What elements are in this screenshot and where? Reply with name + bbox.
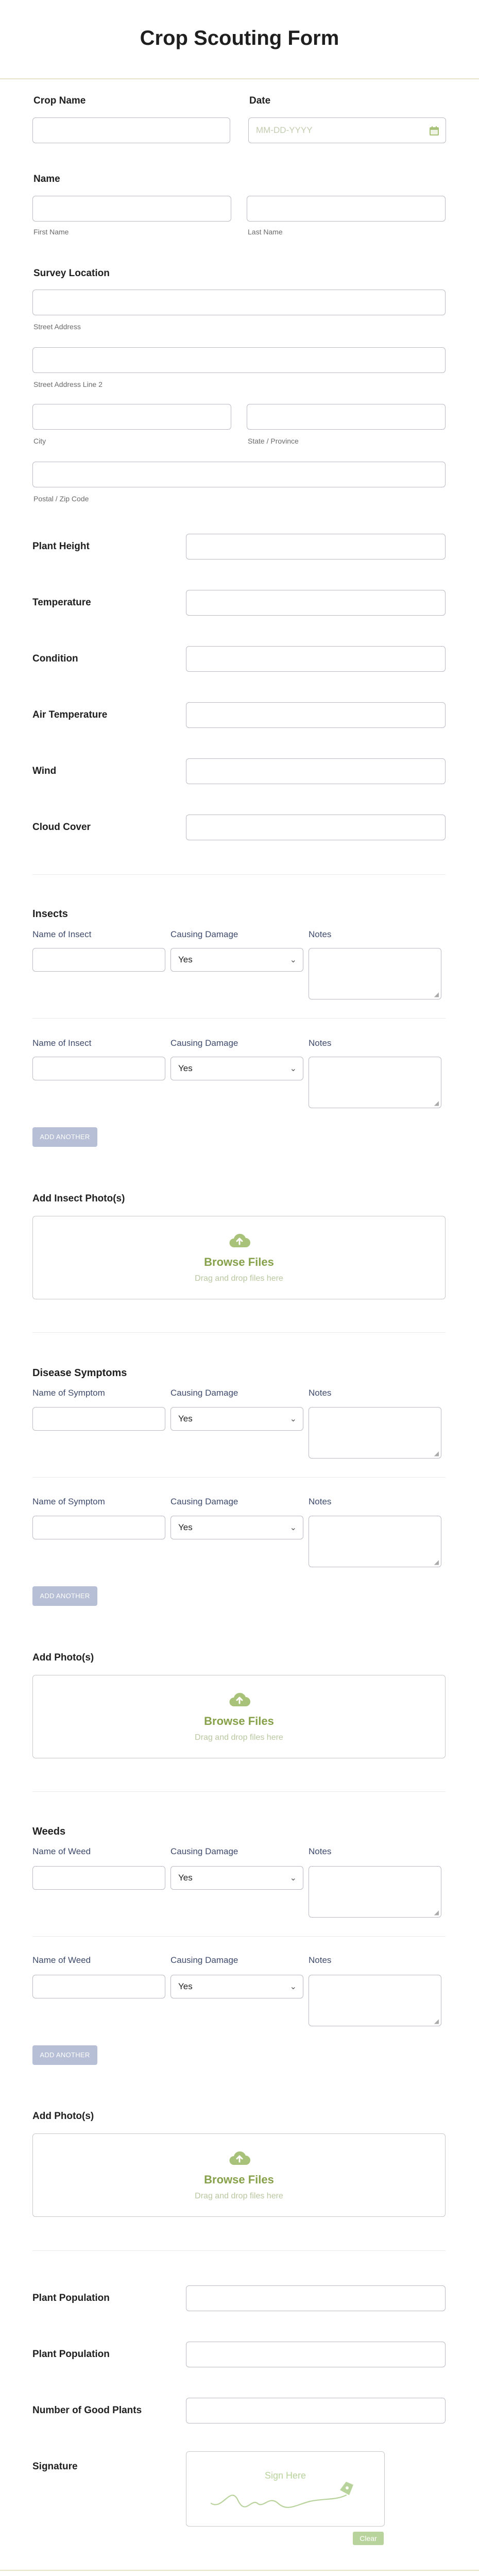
drop-hint: Drag and drop files here (195, 2192, 283, 2200)
first-name-input[interactable] (32, 196, 231, 222)
insect-name-input[interactable] (32, 948, 165, 972)
plant-height-input[interactable] (186, 534, 446, 560)
insect-notes-header: Notes (309, 929, 332, 939)
air-temperature-input[interactable] (186, 702, 446, 728)
wind-input[interactable] (186, 758, 446, 784)
date-placeholder: MM-DD-YYYY (256, 125, 313, 135)
weed-damage-header: Causing Damage (170, 1955, 238, 1965)
form-title: Crop Scouting Form (140, 27, 339, 49)
chevron-down-icon: ⌄ (289, 1415, 297, 1423)
weed-damage-header: Causing Damage (170, 1846, 238, 1856)
resize-handle-icon[interactable]: ◢ (434, 1450, 439, 1457)
wind-label: Wind (32, 766, 57, 776)
signature-label: Signature (32, 2461, 78, 2472)
footer-rule (0, 2570, 479, 2571)
disease-title: Disease Symptoms (32, 1367, 127, 1379)
city-sublabel: City (33, 437, 46, 445)
condition-label: Condition (32, 653, 78, 664)
cloud-cover-label: Cloud Cover (32, 822, 91, 833)
symptom-notes-textarea[interactable] (309, 1407, 441, 1459)
air-temperature-label: Air Temperature (32, 709, 108, 720)
symptom-name-input[interactable] (32, 1516, 165, 1539)
insect-damage-header: Causing Damage (170, 929, 238, 939)
chevron-down-icon: ⌄ (289, 1874, 297, 1883)
weed-name-header: Name of Weed (32, 1846, 91, 1856)
section-divider (32, 1791, 446, 1792)
weed-damage-value: Yes (178, 1873, 193, 1883)
state-sublabel: State / Province (248, 437, 299, 445)
insect-name-header: Name of Insect (32, 929, 92, 939)
insect-notes-textarea[interactable] (309, 1057, 441, 1108)
sign-here-hint: Sign Here (264, 2470, 306, 2481)
street-address-input[interactable] (32, 290, 446, 315)
weed-damage-select[interactable] (170, 1975, 303, 1998)
insect-damage-select[interactable] (170, 1057, 303, 1080)
chevron-down-icon: ⌄ (289, 956, 297, 964)
insect-notes-header: Notes (309, 1038, 332, 1048)
clear-signature-button[interactable]: Clear (353, 2532, 384, 2545)
weed-photos-label: Add Photo(s) (32, 2111, 94, 2122)
resize-handle-icon[interactable]: ◢ (434, 991, 439, 998)
insect-name-header: Name of Insect (32, 1038, 92, 1048)
cloud-cover-input[interactable] (186, 815, 446, 840)
weeds-add-another-button[interactable]: ADD ANOTHER (32, 2045, 97, 2065)
weed-damage-select[interactable] (170, 1866, 303, 1890)
date-label: Date (249, 95, 271, 106)
insect-name-input[interactable] (32, 1057, 165, 1080)
section-divider (32, 874, 446, 875)
good-plants-input[interactable] (186, 2398, 446, 2424)
weed-photos-dropzone[interactable] (32, 2133, 446, 2217)
insects-add-another-button[interactable]: ADD ANOTHER (32, 1127, 97, 1147)
weed-damage-value: Yes (178, 1981, 193, 1991)
cloud-upload-icon (228, 1232, 251, 1248)
weed-name-input[interactable] (32, 1975, 165, 1998)
symptom-notes-header: Notes (309, 1497, 332, 1506)
signature-pad[interactable] (186, 2451, 385, 2527)
insect-damage-header: Causing Damage (170, 1038, 238, 1048)
weed-name-header: Name of Weed (32, 1955, 91, 1965)
last-name-sublabel: Last Name (248, 228, 283, 236)
weed-notes-textarea[interactable] (309, 1866, 441, 1918)
weed-notes-header: Notes (309, 1846, 332, 1856)
resize-handle-icon[interactable]: ◢ (434, 1909, 439, 1916)
plant-population-label: Plant Population (32, 2293, 110, 2303)
crop-name-input[interactable] (32, 117, 230, 143)
symptom-damage-select[interactable] (170, 1516, 303, 1539)
symptom-notes-header: Notes (309, 1388, 332, 1398)
calendar-icon[interactable] (429, 126, 439, 136)
insect-damage-value: Yes (178, 955, 193, 964)
resize-handle-icon[interactable]: ◢ (434, 2018, 439, 2025)
row-divider (32, 1018, 446, 1019)
symptom-damage-header: Causing Damage (170, 1388, 238, 1398)
weed-name-input[interactable] (32, 1866, 165, 1890)
postal-sublabel: Postal / Zip Code (33, 495, 89, 503)
symptom-name-header: Name of Symptom (32, 1497, 105, 1506)
plant-height-label: Plant Height (32, 541, 90, 552)
name-label: Name (33, 174, 60, 184)
plant-population-input[interactable] (186, 2285, 446, 2311)
insect-photos-label: Add Insect Photo(s) (32, 1193, 125, 1204)
street-address-2-input[interactable] (32, 347, 446, 373)
browse-files-button[interactable]: Browse Files (204, 1715, 274, 1727)
chevron-down-icon: ⌄ (289, 1064, 297, 1073)
row-divider (32, 1477, 446, 1478)
cloud-upload-icon (228, 2149, 251, 2166)
drop-hint: Drag and drop files here (195, 1274, 283, 1283)
symptom-name-input[interactable] (32, 1407, 165, 1431)
disease-photos-label: Add Photo(s) (32, 1652, 94, 1663)
cloud-upload-icon (228, 1691, 251, 1707)
weeds-title: Weeds (32, 1826, 66, 1837)
insect-notes-textarea[interactable] (309, 948, 441, 999)
insect-damage-select[interactable] (170, 948, 303, 972)
symptom-damage-value: Yes (178, 1414, 193, 1423)
city-input[interactable] (32, 404, 231, 430)
chevron-down-icon: ⌄ (289, 1523, 297, 1532)
resize-handle-icon[interactable]: ◢ (434, 1099, 439, 1107)
symptom-notes-textarea[interactable] (309, 1516, 441, 1567)
plant-population-2-input[interactable] (186, 2342, 446, 2367)
insect-damage-value: Yes (178, 1063, 193, 1073)
disease-photos-dropzone[interactable] (32, 1675, 446, 1758)
street-address-sublabel: Street Address (33, 323, 81, 331)
temperature-input[interactable] (186, 590, 446, 616)
good-plants-label: Number of Good Plants (32, 2405, 142, 2416)
temperature-label: Temperature (32, 597, 91, 608)
last-name-input[interactable] (247, 196, 446, 222)
disease-add-another-button[interactable]: ADD ANOTHER (32, 1586, 97, 1606)
date-input[interactable] (248, 117, 446, 143)
weed-notes-textarea[interactable] (309, 1975, 441, 2026)
resize-handle-icon[interactable]: ◢ (434, 1558, 439, 1566)
symptom-damage-select[interactable] (170, 1407, 303, 1431)
browse-files-button[interactable]: Browse Files (204, 1256, 274, 1268)
insects-title: Insects (32, 908, 68, 920)
section-divider (32, 2250, 446, 2251)
condition-input[interactable] (186, 646, 446, 672)
postal-input[interactable] (32, 462, 446, 487)
row-divider (32, 1936, 446, 1937)
insect-photos-dropzone[interactable] (32, 1216, 446, 1299)
symptom-damage-value: Yes (178, 1522, 193, 1532)
street-address-2-sublabel: Street Address Line 2 (33, 380, 102, 388)
browse-files-button[interactable]: Browse Files (204, 2173, 274, 2186)
drop-hint: Drag and drop files here (195, 1733, 283, 1742)
header-rule (0, 78, 479, 79)
symptom-damage-header: Causing Damage (170, 1497, 238, 1506)
state-input[interactable] (247, 404, 446, 430)
first-name-sublabel: First Name (33, 228, 69, 236)
section-divider (32, 1332, 446, 1333)
plant-population-2-label: Plant Population (32, 2349, 110, 2360)
crop-name-label: Crop Name (33, 95, 86, 106)
symptom-name-header: Name of Symptom (32, 1388, 105, 1398)
weed-notes-header: Notes (309, 1955, 332, 1965)
survey-location-label: Survey Location (33, 268, 110, 279)
signature-scribble-icon (207, 2475, 372, 2516)
chevron-down-icon: ⌄ (289, 1982, 297, 1991)
